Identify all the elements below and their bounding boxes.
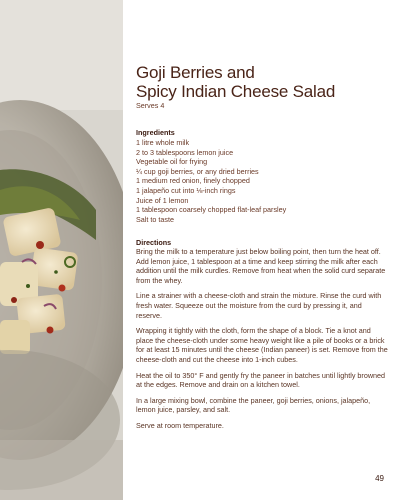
- directions-heading: Directions: [136, 238, 172, 247]
- recipe-title-line-1: Goji Berries and: [136, 63, 255, 82]
- direction-step: In a large mixing bowl, combine the paneer, goji berries, onions, jalapeño, lemon juice, parsley, and salt.: [136, 395, 371, 415]
- directions-text: [136, 247, 388, 437]
- salad-photo: [0, 0, 123, 500]
- ingredient-item: 1 tablespoon coarsely chopped flat-leaf parsley: [136, 205, 287, 215]
- ingredients-heading: Ingredients: [136, 128, 175, 137]
- ingredient-item: Vegetable oil for frying: [136, 157, 208, 167]
- ingredient-item: 1 medium red onion, finely chopped: [136, 176, 250, 186]
- ingredient-item: 2 to 3 tablespoons lemon juice: [136, 147, 234, 157]
- recipe-page: [136, 0, 394, 500]
- direction-step: Heat the oil to 350° F and gently fry the paneer in batches until lightly browned at the edges. Remove and drain on a kitchen towel.: [136, 370, 385, 390]
- ingredient-item: 1 jalapeño cut into ⅛-inch rings: [136, 185, 236, 195]
- page-number: 49: [375, 474, 384, 483]
- ingredient-item: ¼ cup goji berries, or any dried berries: [136, 166, 259, 176]
- direction-step: Wrapping it tightly with the cloth, form the shape of a block. Tie a knot and place the cheese-cloth under some heavy weight like a pile of books or a brick for at least 15 minutes until the cheese (Indian paneer) is set. Remove from the cheese-cloth and cut the cheese into 1-inch cubes.: [136, 326, 388, 364]
- ingredient-item: 1 litre whole milk: [136, 138, 190, 147]
- salad-plate-illustration: [0, 0, 123, 500]
- direction-step: Line a strainer with a cheese-cloth and strain the mixture. Rinse the curd with fresh water. Squeeze out the moisture from the curd by pressing it, and reserve.: [136, 291, 382, 320]
- recipe-title-line-2: Spicy Indian Cheese Salad: [136, 82, 336, 101]
- recipe-title: [136, 63, 335, 101]
- ingredient-item: Juice of 1 lemon: [136, 195, 189, 205]
- direction-step: Serve at room temperature.: [136, 420, 224, 430]
- direction-step: Bring the milk to a temperature just below boiling point, then turn the heat off. Add lemon juice, 1 tablespoon at a time and keep stirring the milk after each addition until the milk curdles. Remove from heat when the solid curd separate from the whey.: [136, 247, 386, 285]
- ingredient-item: Salt to taste: [136, 214, 174, 224]
- serves-count: Serves 4: [136, 101, 165, 110]
- ingredients-list: [136, 138, 286, 224]
